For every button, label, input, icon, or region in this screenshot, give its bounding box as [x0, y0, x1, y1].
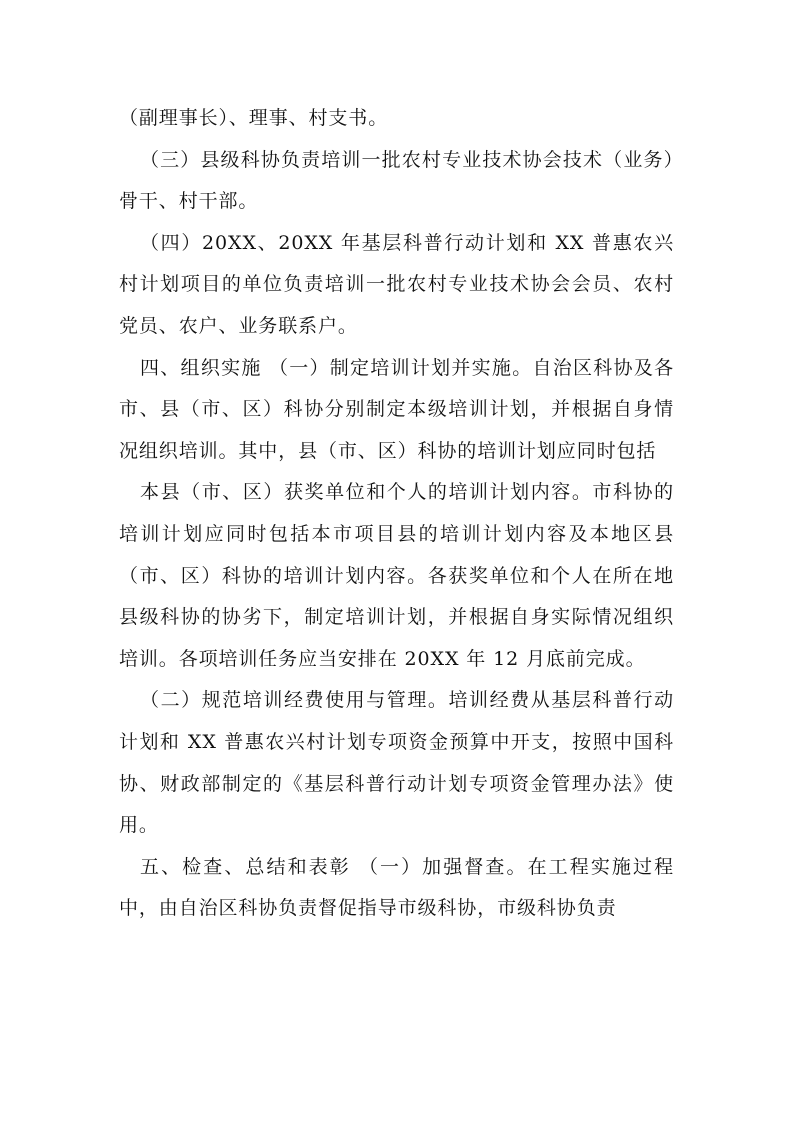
- paragraph-6: （二）规范培训经费使用与管理。培训经费从基层科普行动计划和 XX 普惠农兴村计划专项资金预算中开支，按照中国科协、财政部制定的《基层科普行动计划专项资金管理办法》使用。: [119, 689, 674, 837]
- paragraph-4: 四、组织实施 （一）制定培训计划并实施。自治区科协及各市、县（市、区）科协分别制定本级培训计划，并根据自身情况组织培训。其中，县（市、区）科协的培训计划应同时包括: [119, 356, 674, 462]
- paragraph-7: 五、检查、总结和表彰 （一）加强督查。在工程实施过程中，由自治区科协负责督促指导市级科协，市级科协负责: [119, 855, 674, 920]
- paragraph-1: （副理事长）、理事、村支书。: [119, 107, 389, 129]
- document-body: [119, 98, 674, 930]
- paragraph-3: （四）20XX、20XX 年基层科普行动计划和 XX 普惠农兴村计划项目的单位负责培训一批农村专业技术协会会员、农村党员、农户、业务联系户。: [119, 231, 674, 337]
- paragraph-5: 本县（市、区）获奖单位和个人的培训计划内容。市科协的培训计划应同时包括本市项目县的培训计划内容及本地区县（市、区）科协的培训计划内容。各获奖单位和个人在所在地县级科协的协劣下，制定培训计划，并根据自身实际情况组织培训。各项培训任务应当安排在 20XX 年 12 月底前完成。: [119, 481, 674, 670]
- paragraph-2: （三）县级科协负责培训一批农村专业技术协会技术（业务）骨干、村干部。: [119, 148, 674, 213]
